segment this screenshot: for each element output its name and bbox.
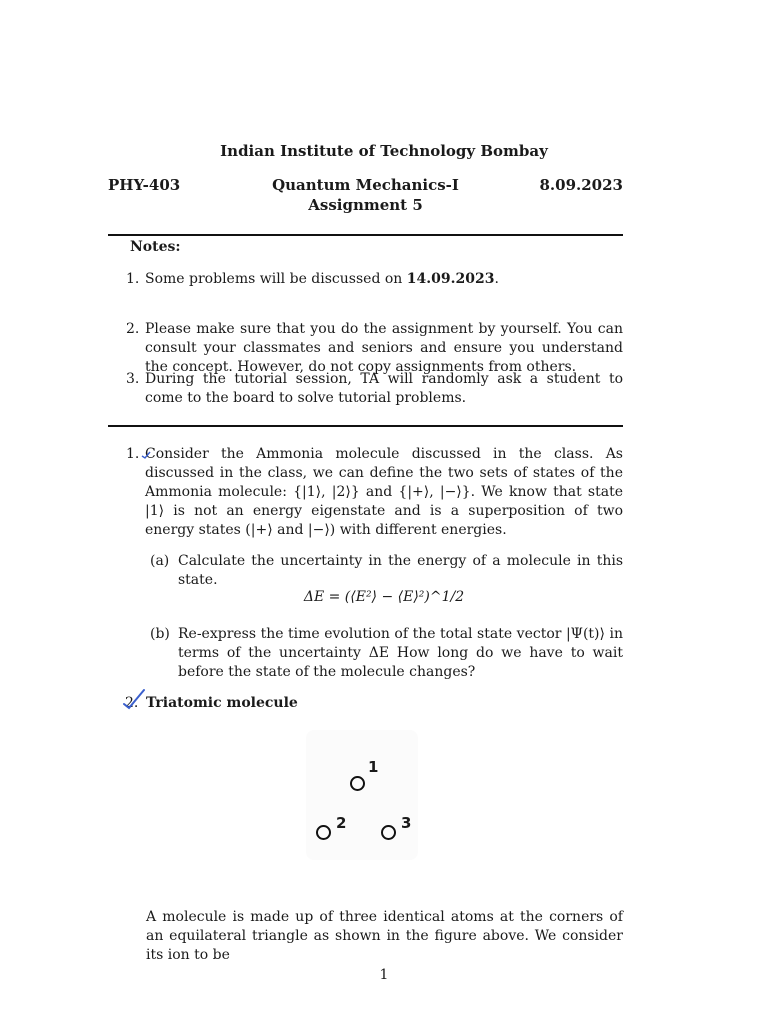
discussion-date: 14.09.2023 <box>406 271 495 287</box>
notes-title: Notes: <box>130 239 181 255</box>
atom-label-3: 3 <box>401 814 412 832</box>
subpart-label: (b) <box>150 626 170 642</box>
question-2-title: Triatomic molecule <box>146 695 298 711</box>
atom-label-1: 1 <box>368 758 379 776</box>
question-number: 2. <box>125 695 139 711</box>
note-text-post: . <box>494 271 499 287</box>
top-divider <box>108 234 623 236</box>
notes-bottom-divider <box>108 425 623 427</box>
assignment-title: Assignment 5 <box>308 196 423 214</box>
triatomic-figure <box>306 730 418 860</box>
note-number: 2. <box>126 321 140 337</box>
question-2-text: A molecule is made up of three identical atoms at the corners of an equilateral triangle as shown in the figure above. We consider its ion to be <box>146 909 623 963</box>
equation-text: ΔE = (⟨E²⟩ − ⟨E⟩²)^1/2 <box>303 589 465 605</box>
page-number: 1 <box>379 967 389 983</box>
atom-2 <box>316 825 331 840</box>
institute-name: Indian Institute of Technology Bombay <box>220 142 548 160</box>
atom-1 <box>350 776 365 791</box>
figure-background <box>306 730 418 860</box>
note-text: Please make sure that you do the assignment by yourself. You can consult your classmates and seniors and ensure you understand the concept. However, do not copy assignments from others. <box>145 321 623 375</box>
course-code: PHY-403 <box>108 176 181 194</box>
uncertainty-equation <box>0 588 768 607</box>
question-number: 1. <box>126 446 140 462</box>
note-text-pre: Some problems will be discussed on <box>145 271 407 287</box>
course-name: Quantum Mechanics-I <box>272 176 459 194</box>
subpart-text: Calculate the uncertainty in the energy of a molecule in this state. <box>178 553 623 588</box>
note-number: 1. <box>126 271 140 287</box>
atom-label-2: 2 <box>336 814 347 832</box>
note-text: During the tutorial session, TA will randomly ask a student to come to the board to solve tutorial problems. <box>145 371 623 406</box>
question-text: Consider the Ammonia molecule discussed in the class. As discussed in the class, we can define the two sets of states of the Ammonia molecule: {|1⟩, |2⟩} and {|+⟩, |−⟩}. We know that state |1⟩ is not an energy eigenstate and is a superposition of two energy states (|+⟩ and |−⟩) with different energies. <box>145 446 623 538</box>
note-number: 3. <box>126 371 140 387</box>
note-text <box>145 270 623 289</box>
subpart-text: Re-express the time evolution of the total state vector |Ψ(t)⟩ in terms of the uncertainty ΔE How long do we have to wait before the state of the molecule changes? <box>178 626 623 680</box>
assignment-date: 8.09.2023 <box>539 176 623 194</box>
atom-3 <box>381 825 396 840</box>
check-mark-icon <box>141 450 151 460</box>
check-mark-icon <box>122 688 146 710</box>
subpart-label: (a) <box>150 553 170 569</box>
